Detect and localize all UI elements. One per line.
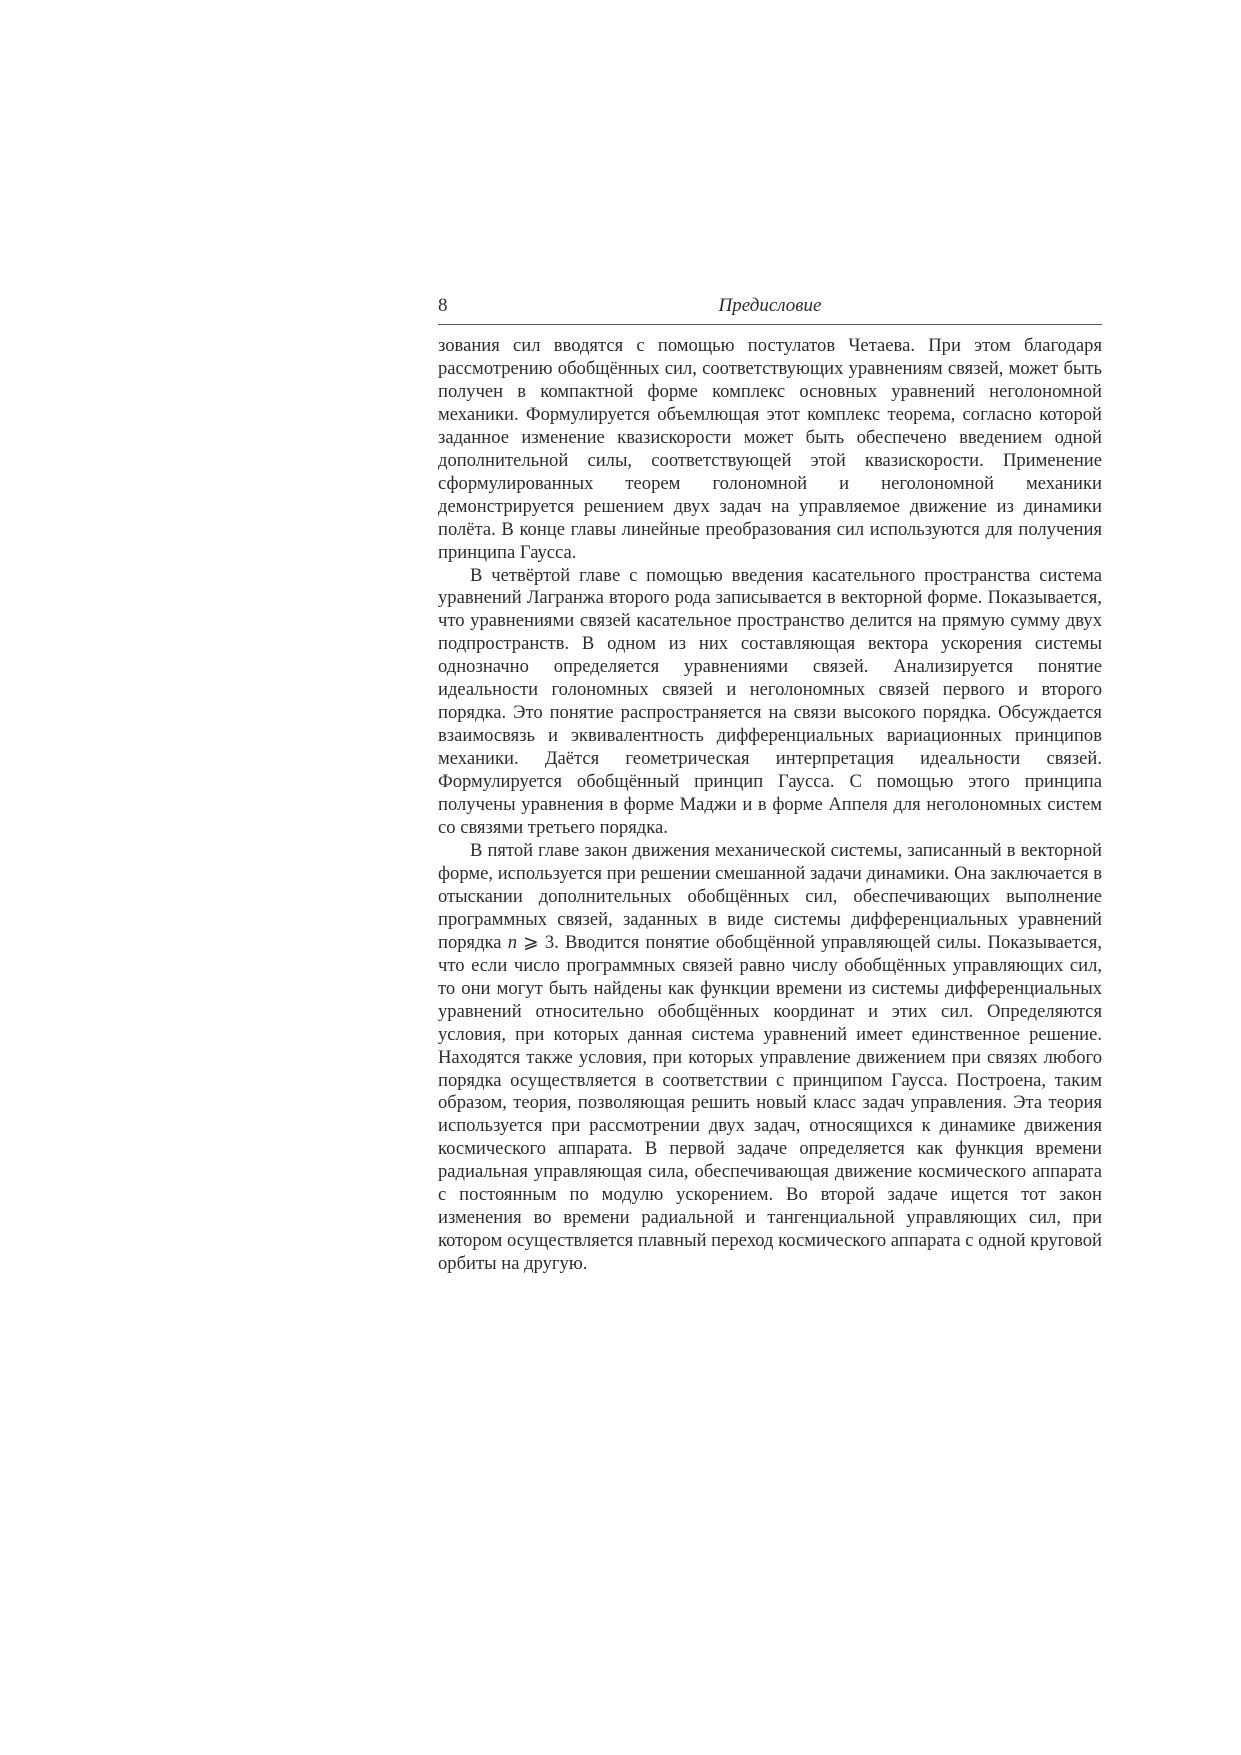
paragraph-2: В четвёртой главе с помощью введения касательного пространства система уравнений Лагранжа второго рода записывается в векторной форме. Показывается, что уравнениями связей касательное пространство делится на прямую сумму двух подпространств. В одном из них составляющая вектора ускорения системы однозначно определяется уравнениями связей. Анализируется понятие идеальности голономных связей и неголономных связей первого и второго порядка. Это понятие распространяется на связи высокого порядка. Обсуждается взаимосвязь и эквивалентность дифференциальных вариационных принципов механики. Даётся геометрическая интерпретация идеальности связей. Формулируется обобщённый принцип Гаусса. С помощью этого принципа получены уравнения в форме Маджи и в форме Аппеля для неголономных систем со связями третьего порядка. <box>438 564 1102 839</box>
running-head <box>438 294 1102 325</box>
running-title: Предисловие <box>718 295 822 316</box>
paragraph-3 <box>438 840 1102 1276</box>
paragraph-3-text-after: . Вводится понятие обобщённой управляющей силы. Показывается, что если число программных связей равно числу обобщённых управляющих сил, то они могут быть найдены как функции времени из системы дифференциальных уравнений относительно обобщённых координат и этих сил. Определяются условия, при которых данная система уравнений имеет единственное решение. Находятся также условия, при которых управление движением при связях любого порядка осуществляется в соответствии с принципом Гаусса. Построена, таким образом, теория, позволяющая решить новый класс задач управления. Эта теория используется при рассмотрении двух задач, относящихся к динамике движения космического аппарата. В первой задаче определяется как функция времени радиальная управляющая сила, обеспечивающая движение космического аппарата с постоянным по модулю ускорением. Во второй задаче ищется тот закон изменения во времени радиальной и тангенциальной управляющих сил, при котором осуществляется плавный переход космического аппарата с одной круговой орбиты на другую. <box>438 931 1102 1275</box>
math-relation: ⩾ 3 <box>517 931 555 953</box>
main-text <box>438 335 1102 1276</box>
math-variable-n: n <box>507 931 518 953</box>
page-number: 8 <box>438 295 448 316</box>
paragraph-1: зования сил вводятся с помощью постулатов Четаева. При этом благодаря рассмотрению обобщённых сил, соответствующих уравнениям связей, может быть получен в компактной форме комплекс основных уравнений неголономной механики. Формулируется объемлющая этот комплекс теорема, согласно которой заданное изменение квазискорости может быть обеспечено введением одной дополнительной силы, соответствующей этой квазискорости. Применение сформулированных теорем голономной и неголономной механики демонстрируется решением двух задач на управляемое движение из динамики полёта. В конце главы линейные преобразования сил используются для получения принципа Гаусса. <box>438 335 1102 563</box>
paragraph-3-text-before: В пятой главе закон движения механической системы, записанный в векторной форме, используется при решении смешанной задачи динамики. Она заключается в отыскании дополнительных обобщённых сил, обеспечивающих выполнение программных связей, заданных в виде системы дифференциальных уравнений порядка <box>438 839 1102 953</box>
